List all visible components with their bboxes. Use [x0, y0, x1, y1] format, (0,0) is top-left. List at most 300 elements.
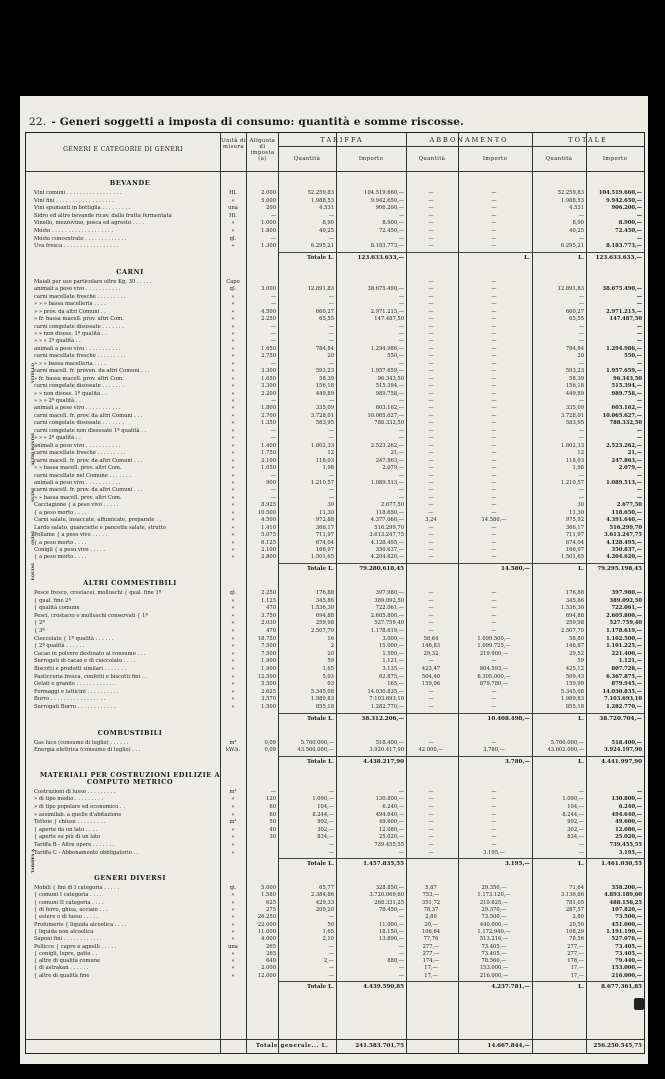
cell-u: »: [231, 465, 235, 472]
cell-i1: 518.400,—: [375, 739, 404, 746]
cell-q1: 972,88: [315, 517, 334, 524]
section-title: COMBUSTIBILI: [97, 728, 163, 737]
subtotal-totale-label: L.: [578, 565, 584, 572]
cell-it: 807.728,—: [611, 665, 642, 672]
cell-it: 518.400,—: [611, 739, 642, 746]
cell-i2: —: [491, 589, 497, 596]
cell-a: 2.250: [261, 316, 276, 323]
cell-qt: 108,29: [565, 928, 584, 935]
cell-qt: 146,87: [565, 643, 584, 650]
row-label: Uva fresca . . . . . . . . . . . . . . . . .: [34, 243, 119, 250]
cell-u: »: [231, 658, 235, 665]
cell-i2: —: [491, 293, 497, 300]
group-sidebar-label: SUINI: [30, 488, 35, 502]
cell-qt: 259,98: [565, 620, 584, 627]
data-table: [25, 132, 645, 1054]
cell-it: 130.800,—: [611, 796, 642, 803]
row-label: Conigli { a peso vivo . . . . .: [34, 547, 106, 553]
cell-qt: 1.501,65: [560, 554, 584, 561]
cell-q2: —: [428, 826, 434, 833]
cell-u: »: [231, 383, 235, 390]
cell-q2: —: [428, 353, 434, 360]
cell-it: —: [636, 427, 642, 434]
cell-u: »: [231, 517, 235, 524]
grand-total-tariffa: 241.583.701,75: [355, 1043, 404, 1049]
cell-a: 1.000: [261, 220, 276, 227]
cell-a: 640: [266, 958, 276, 965]
cell-i2: —: [491, 532, 497, 539]
cell-it: 14.030.835,—: [602, 688, 642, 695]
cell-q2: —: [428, 589, 434, 596]
cell-u: »: [231, 849, 235, 856]
cell-i1: 72.450,—: [379, 228, 404, 234]
cell-a: 7.500: [261, 643, 276, 650]
row-label: carni macell. fr. prov. da altri Comuni . . .: [34, 412, 143, 419]
cell-u: »: [231, 502, 235, 509]
cell-a: 1.400: [261, 442, 276, 449]
cell-i2: —: [491, 841, 497, 848]
cell-i2: —: [491, 405, 497, 412]
cell-q1: 16: [327, 635, 334, 642]
cell-i2: —: [491, 658, 497, 665]
cell-u: »: [231, 921, 235, 928]
row-label: » » » 2ª qualità . .: [34, 338, 81, 345]
cell-u: »: [231, 220, 235, 227]
cell-a: 2.030: [261, 620, 276, 627]
cell-it: 3.195,—: [618, 849, 642, 856]
header-quantita: Quantità: [293, 156, 321, 162]
cell-q1: 429,33: [315, 899, 334, 906]
cell-u: »: [231, 228, 235, 234]
cell-q1: 1.536,30: [310, 605, 334, 612]
cell-a: 0,09: [264, 739, 276, 746]
table-row: [26, 746, 644, 754]
cell-i2: 29.350,—: [481, 885, 507, 892]
cell-i1: 7.103.693,10: [369, 696, 404, 703]
cell-q1: —: [328, 849, 334, 856]
subtotal-label: Totale L.: [307, 861, 334, 868]
header-totale: TOTALE: [568, 136, 608, 144]
cell-q2: —: [428, 494, 434, 501]
cell-i1: 1.121,—: [382, 658, 404, 665]
cell-u: »: [231, 696, 235, 703]
cell-i1: 11.000,—: [379, 921, 404, 928]
row-label: Cacao in polvere destinato al consumo . . .: [34, 650, 146, 657]
cell-u: »: [231, 308, 235, 315]
cell-q2: —: [428, 788, 434, 795]
cell-it: 4.204.620,—: [606, 554, 642, 561]
cell-a: 470: [266, 627, 276, 634]
cell-it: 2.677,50: [616, 502, 642, 509]
row-label: Energia elettrica (consumo di luglio) . . .: [34, 747, 141, 754]
cell-it: 879.945,—: [611, 681, 642, 688]
subtotal-label: Totale L.: [307, 565, 334, 572]
row-label: { liquida non alcoolica: [34, 928, 94, 935]
cell-i1: 989.758,—: [375, 390, 404, 397]
cell-a: 275: [266, 907, 276, 913]
cell-i2: —: [491, 509, 497, 516]
cell-q1: 2,—: [323, 958, 334, 965]
cell-i2: —: [491, 390, 497, 397]
cell-qt: 12: [577, 450, 584, 457]
subtotal-totale: 38.720.704,—: [599, 715, 642, 722]
section-title: ALTRI COMMESTIBILI: [83, 578, 177, 587]
cell-a: —: [270, 472, 276, 479]
cell-i1: 516.299,70: [374, 524, 404, 531]
cell-i2: —: [491, 368, 497, 375]
cell-q1: —: [328, 398, 334, 404]
cell-a: 4.500: [261, 517, 276, 524]
cell-q2: —: [428, 212, 434, 219]
cell-qt: —: [578, 323, 584, 330]
cell-i1: 78.450,—: [379, 907, 404, 913]
cell-u: »: [231, 892, 235, 899]
cell-it: 118.650,—: [611, 509, 642, 516]
cell-q2: —: [428, 532, 434, 539]
cell-u: »: [231, 688, 235, 695]
cell-qt: 711,97: [565, 532, 584, 539]
subtotal-abbonamento: 4.237.781,—: [491, 984, 530, 990]
cell-q1: 50: [327, 921, 334, 928]
row-label: » » non disoss. 1ª qualità . .: [34, 330, 107, 337]
cell-q2: 20,—: [424, 921, 438, 928]
cell-a: 2.100: [261, 547, 276, 553]
cell-q2: 17,—: [424, 972, 438, 979]
cell-qt: —: [578, 788, 584, 795]
cell-it: 550,—: [624, 353, 642, 360]
cell-qt: 71,64: [569, 885, 584, 892]
cell-u: »: [231, 950, 235, 957]
row-label: { conigli, lepre, gatto . .: [34, 950, 98, 957]
cell-u: »: [231, 487, 235, 494]
row-label: Mobili { fini di I categoria . . . . .: [34, 885, 120, 892]
cell-q2: —: [428, 323, 434, 330]
row-label: » fr. bassa macell. prov. altri Com.: [34, 375, 124, 382]
cell-i1: 1.294.986,—: [370, 345, 404, 352]
cell-i1: 15.000,—: [379, 643, 404, 650]
cell-u: »: [231, 398, 235, 404]
subtotal-abbonamento: 14.580,—: [501, 565, 530, 572]
cell-qt: 159,99: [565, 681, 584, 688]
cell-q2: —: [428, 703, 434, 710]
row-label: carni macellate fresche . . . . . . . . .: [34, 450, 126, 457]
cell-i1: 389.092,50: [374, 597, 404, 604]
cell-i2: —: [491, 539, 497, 546]
cell-i2: —: [491, 243, 497, 250]
cell-q2: —: [428, 658, 434, 665]
cell-a: 1.900: [261, 658, 276, 665]
cell-i1: —: [398, 494, 404, 501]
cell-a: 22.000: [257, 921, 276, 928]
cell-q1: —: [328, 494, 334, 501]
cell-i1: —: [398, 950, 404, 957]
cell-it: —: [636, 360, 642, 367]
cell-it: 788.332,50: [609, 420, 642, 427]
subtotal-tariffa: 79.280.618,45: [359, 565, 404, 572]
cell-qt: 1.210,57: [560, 479, 584, 486]
cell-i1: 4.204.620,—: [370, 554, 404, 561]
cell-a: 1.300: [261, 243, 276, 250]
cell-u: »: [231, 796, 235, 803]
cell-qt: 4.531: [569, 205, 584, 212]
cell-q1: 176,88: [315, 589, 334, 596]
cell-i2: 14.580,—: [481, 517, 507, 524]
cell-q1: 8.244,—: [312, 811, 334, 818]
row-label: Surrogati Burro . . . . . . . . . . . .: [34, 703, 116, 710]
cell-i2: —: [491, 696, 497, 703]
cell-q1: 335,09: [315, 405, 334, 412]
cell-a: 5.000: [261, 197, 276, 204]
cell-q1: 30: [327, 502, 334, 509]
cell-i1: 603.162,—: [375, 405, 404, 412]
cell-a: 900: [266, 479, 276, 486]
cell-it: 1.191.190,—: [606, 928, 642, 935]
cell-it: 488.156,25: [609, 899, 642, 906]
cell-q1: —: [328, 323, 334, 330]
row-label: Vini fini . . . . . . . . . . . . . . . . . .: [34, 197, 114, 204]
cell-q1: 209,20: [315, 907, 334, 913]
cell-qt: 302,—: [567, 826, 584, 833]
row-label: { a peso morto . . . .: [34, 554, 87, 561]
cell-i1: 3.613.247,75: [369, 532, 404, 539]
cell-i1: 397.980,—: [375, 589, 404, 596]
row-label: Biscotti e prodotti similari . . . . . . .: [34, 665, 127, 672]
row-label: Tariffa C - Abbonamento obbligatorio . .: [34, 849, 139, 856]
cell-u: »: [231, 547, 235, 553]
cell-u: »: [231, 338, 235, 345]
cell-qt: 29,52: [569, 650, 584, 657]
cell-q1: 20: [327, 650, 334, 657]
cell-q2: —: [428, 435, 434, 442]
cell-qt: 11,30: [569, 509, 584, 516]
cell-qt: —: [578, 494, 584, 501]
cell-a: 1.650: [261, 345, 276, 352]
cell-i2: —: [491, 450, 497, 457]
cell-qt: 17,—: [570, 972, 584, 979]
cell-i1: 739.455,55: [374, 841, 404, 848]
cell-q2: —: [428, 457, 434, 464]
subtotal-totale-label: L.: [578, 758, 584, 765]
cell-q2: —: [428, 278, 434, 285]
cell-it: 4.391.640,—: [606, 517, 642, 524]
cell-i2: 216.000,—: [479, 972, 509, 979]
cell-u: ql.: [229, 286, 237, 293]
cell-u: »: [231, 524, 235, 531]
cell-q1: 5,03: [322, 673, 334, 680]
cell-i1: 3.000,—: [382, 635, 404, 642]
cell-qt: —: [578, 212, 584, 219]
cell-i1: 147.487,50: [374, 316, 404, 323]
cell-a: —: [270, 338, 276, 345]
cell-i1: 2.079,—: [382, 465, 404, 472]
subtotal-rule: [278, 713, 644, 714]
cell-it: —: [636, 788, 642, 795]
cell-i1: 165,—: [387, 681, 404, 688]
cell-q2: —: [428, 405, 434, 412]
cell-a: 1.650: [261, 375, 276, 382]
row-label: » » prov. da altri Comuni . .: [34, 308, 106, 315]
cell-u: »: [231, 841, 235, 848]
group-sidebar-label: TARIFFA A: [30, 849, 35, 874]
cell-i1: —: [398, 301, 404, 308]
cell-i2: 78.560,—: [481, 958, 507, 965]
row-label: animali a peso vivo . . . . . . . . . . .: [34, 479, 121, 486]
header-aliquota: Aliquota di imposta (a): [249, 138, 276, 162]
cell-i2: —: [491, 597, 497, 604]
cell-u: »: [231, 243, 235, 250]
cell-q1: 694,88: [315, 612, 334, 619]
cell-qt: 277,—: [567, 950, 584, 957]
cell-a: 120: [266, 796, 276, 803]
cell-a: 1.125: [261, 597, 276, 604]
cell-u: »: [231, 643, 235, 650]
row-label: Costruzioni di lusso . . . . . . . . .: [34, 788, 116, 795]
cell-a: —: [270, 330, 276, 337]
cell-it: 1.282.770,—: [606, 703, 642, 710]
group-sidebar-label: OVINI: [30, 531, 35, 545]
cell-i1: 8.900,—: [382, 220, 404, 227]
cell-u: »: [231, 811, 235, 818]
cell-qt: 834,—: [567, 834, 584, 841]
cell-a: 2.000: [261, 965, 276, 972]
cell-a: 7.500: [261, 650, 276, 657]
cell-it: 4.128.495,—: [606, 539, 642, 546]
cell-it: —: [636, 323, 642, 330]
cell-q1: 1.501,65: [310, 554, 334, 561]
cell-it: —: [636, 293, 642, 300]
cell-qt: 1,98: [572, 465, 584, 472]
row-label: » » » bassa macelleria . . . .: [34, 360, 106, 367]
cell-qt: 2.507,70: [560, 627, 584, 634]
page-title: 22. - Generi soggetti a imposta di consumo: quantità e somme riscosse.: [29, 116, 464, 128]
cell-a: 2.100: [261, 457, 276, 464]
cell-q2: 77,76: [423, 936, 439, 943]
cell-qt: 449,89: [565, 390, 584, 397]
cell-i2: —: [491, 212, 497, 219]
cell-qt: 784,84: [565, 345, 584, 352]
cell-i1: 18.150,—: [379, 928, 404, 935]
subtotal-tariffa: 123.633.633,—: [357, 254, 404, 261]
cell-q2: 504,40: [421, 673, 441, 680]
cell-u: »: [231, 620, 235, 627]
cell-it: 73.405,—: [615, 950, 642, 957]
cell-u: »: [231, 197, 235, 204]
cell-it: 739.455,55: [609, 841, 642, 848]
cell-q2: —: [428, 739, 434, 746]
cell-i1: 515.394,—: [375, 383, 404, 390]
cell-q2: —: [428, 197, 434, 204]
cell-i2: —: [491, 316, 497, 323]
cell-u: »: [231, 375, 235, 382]
cell-q1: —: [328, 487, 334, 494]
cell-i2: —: [491, 427, 497, 434]
row-label: carni macell. fr. prov. da altri Comuni . . .: [34, 457, 143, 464]
row-label: { altre di qualità comune: [34, 958, 101, 965]
cell-a: 2.800: [261, 554, 276, 561]
cell-q2: —: [428, 360, 434, 367]
cell-q2: —: [428, 190, 434, 196]
cell-q2: —: [428, 205, 434, 212]
cell-it: 147.487,50: [609, 316, 642, 323]
subtotal-totale: 8.677.361,85: [601, 984, 642, 990]
header-quantita: Quantità: [418, 156, 446, 162]
cell-i2: —: [491, 494, 497, 501]
cell-i2: —: [491, 197, 497, 204]
cell-i2: —: [491, 554, 497, 561]
cell-q1: 784,84: [315, 345, 334, 352]
cell-q1: 52.259,83: [307, 190, 334, 196]
cell-i1: 4.128.495,—: [370, 539, 404, 546]
cell-it: 25.020,—: [615, 834, 642, 841]
cell-u: »: [231, 936, 235, 943]
cell-q1: 593,23: [315, 368, 334, 375]
cell-i2: 219.900,—: [479, 650, 509, 657]
subtotal-rule: [278, 756, 644, 757]
row-label: » » » 2ª qualità . .: [34, 398, 81, 404]
cell-a: 2.250: [261, 589, 276, 596]
cell-i1: 906.200,—: [375, 205, 404, 212]
cell-q2: —: [428, 696, 434, 703]
cell-i1: 3.720.069,60: [369, 892, 404, 899]
row-label: » assimilab. a quelle d'abitazione: [34, 811, 122, 818]
cell-q1: 1,98: [322, 465, 334, 472]
cell-u: »: [231, 323, 235, 330]
cell-q2: —: [428, 819, 434, 826]
cell-qt: 335,09: [565, 405, 584, 412]
cell-i2: —: [491, 803, 497, 810]
row-label: Pellicce { capre e agnelli . . . . .: [34, 943, 117, 950]
cell-i1: 8.183.773,—: [370, 243, 404, 250]
cell-qt: 855,18: [565, 703, 584, 710]
cell-q1: 65,55: [319, 316, 334, 323]
cell-a: 1.750: [261, 450, 276, 457]
cell-q1: 1.988,53: [310, 197, 334, 204]
cell-it: 73.405,—: [615, 943, 642, 950]
cell-q2: —: [428, 442, 434, 449]
cell-i2: —: [491, 502, 497, 509]
cell-u: »: [231, 450, 235, 457]
cell-i2: 6.305.000,—: [477, 673, 511, 680]
cell-u: »: [231, 316, 235, 323]
cell-it: 397.980,—: [611, 589, 642, 596]
cell-q2: —: [428, 316, 434, 323]
cell-a: 1.800: [261, 405, 276, 412]
cell-it: 10.065.627,—: [602, 412, 642, 419]
cell-q2: 753,—: [422, 892, 440, 899]
cell-qt: 345,86: [565, 597, 584, 604]
cell-q2: —: [428, 811, 434, 818]
cell-u: kW.h.: [225, 747, 241, 754]
cell-q1: 2: [330, 643, 334, 650]
cell-q1: 03: [327, 681, 334, 688]
cell-q1: 20: [327, 353, 334, 360]
cell-a: 18.750: [257, 635, 276, 642]
cell-it: 3.613.247,75: [604, 532, 642, 539]
cell-i2: —: [491, 330, 497, 337]
cell-i2: 1.173.120,—: [477, 892, 511, 899]
cell-q1: 345,86: [315, 597, 334, 604]
cell-u: »: [231, 605, 235, 612]
cell-qt: 8,90: [572, 220, 584, 227]
cell-i1: 1.282.770,—: [370, 703, 404, 710]
group-sidebar-label: VITELLO: [30, 363, 35, 384]
cell-q1: 12: [327, 450, 334, 457]
cell-it: 1.121,—: [618, 658, 642, 665]
cell-qt: 781,05: [565, 899, 584, 906]
subtotal-rule: [278, 252, 644, 253]
row-label: { altre di qualità fine: [34, 972, 90, 979]
cell-qt: —: [578, 841, 584, 848]
